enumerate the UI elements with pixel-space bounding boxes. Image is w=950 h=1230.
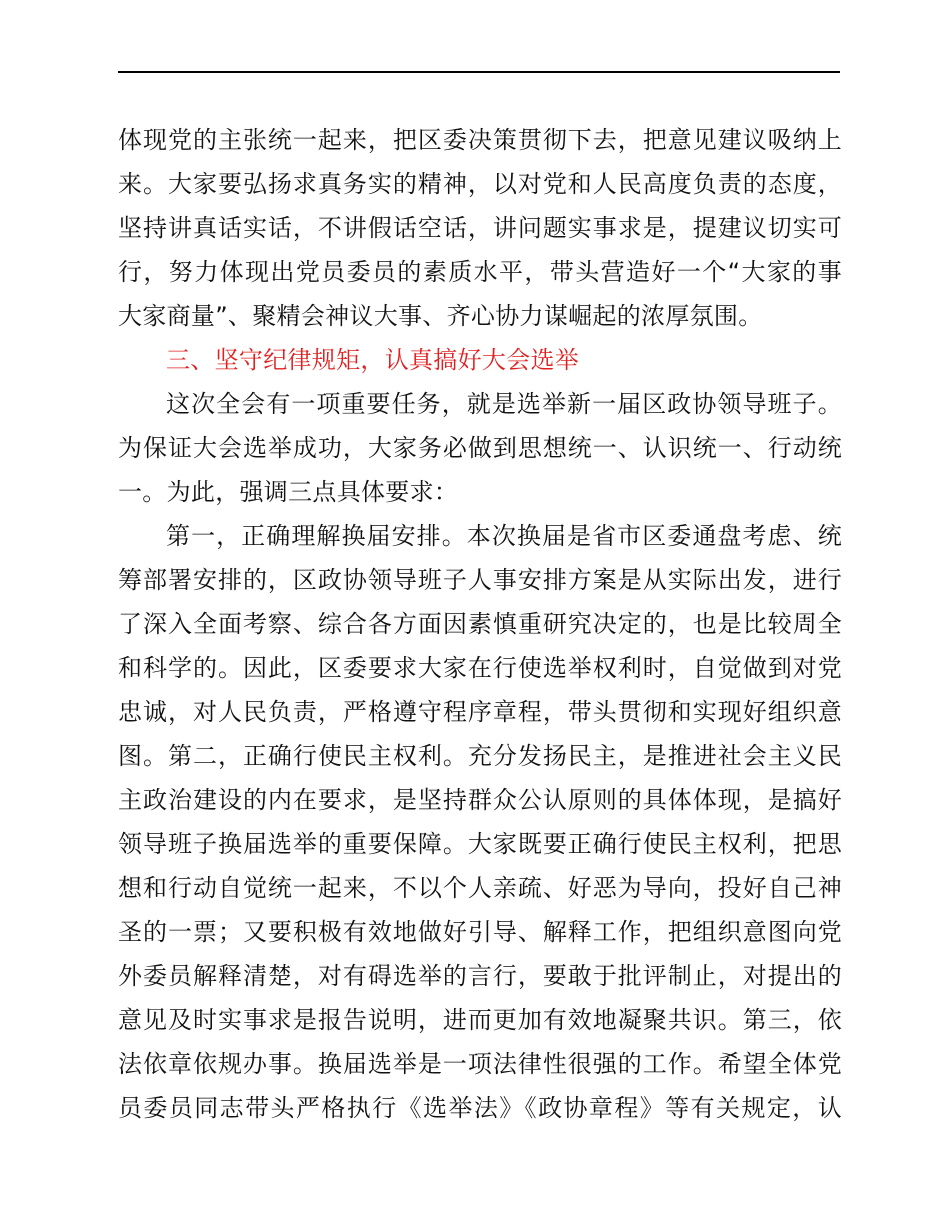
body-line: 大家商量”、聚精会神议大事、齐心协力谋崛起的浓厚氛围。 xyxy=(118,302,763,330)
body-line: 了深入全面考察、综合各方面因素慎重研究决定的，也是比较周全 xyxy=(118,610,842,638)
document-body xyxy=(118,118,842,1130)
body-line: 员委员同志带头严格执行《选举法》《政协章程》等有关规定，认 xyxy=(118,1094,842,1122)
body-line: 第一，正确理解换届安排。本次换届是省市区委通盘考虑、统 xyxy=(166,522,842,550)
body-line: 体现党的主张统一起来，把区委决策贯彻下去，把意见建议吸纳上 xyxy=(118,126,842,154)
body-line: 图。第二，正确行使民主权利。充分发扬民主，是推进社会主义民 xyxy=(118,742,842,770)
body-line: 为保证大会选举成功，大家务必做到思想统一、认识统一、行动统 xyxy=(118,434,842,462)
body-line: 筹部署安排的，区政协领导班子人事安排方案是从实际出发，进行 xyxy=(118,566,842,594)
body-line: 法依章依规办事。换届选举是一项法律性很强的工作。希望全体党 xyxy=(118,1050,842,1078)
body-line: 领导班子换届选举的重要保障。大家既要正确行使民主权利，把思 xyxy=(118,830,842,858)
header-rule xyxy=(118,71,840,73)
body-line: 这次全会有一项重要任务，就是选举新一届区政协领导班子。 xyxy=(166,390,842,418)
body-line: 外委员解释清楚，对有碍选举的言行，要敢于批评制止，对提出的 xyxy=(118,962,842,990)
body-line: 意见及时实事求是报告说明，进而更加有效地凝聚共识。第三，依 xyxy=(118,1006,842,1034)
body-line: 坚持讲真话实话，不讲假话空话，讲问题实事求是，提建议切实可 xyxy=(118,214,842,242)
section-heading: 三、坚守纪律规矩，认真搞好大会选举 xyxy=(166,346,580,374)
body-line: 和科学的。因此，区委要求大家在行使选举权利时，自觉做到对党 xyxy=(118,654,842,682)
body-line: 一。为此，强调三点具体要求： xyxy=(118,478,459,506)
body-line: 行，努力体现出党员委员的素质水平，带头营造好一个“大家的事 xyxy=(118,258,842,286)
body-line: 忠诚，对人民负责，严格遵守程序章程，带头贯彻和实现好组织意 xyxy=(118,698,842,726)
body-line: 想和行动自觉统一起来，不以个人亲疏、好恶为导向，投好自己神 xyxy=(118,874,842,902)
body-line: 圣的一票；又要积极有效地做好引导、解释工作，把组织意图向党 xyxy=(118,918,842,946)
body-line: 主政治建设的内在要求，是坚持群众公认原则的具体体现，是搞好 xyxy=(118,786,842,814)
body-line: 来。大家要弘扬求真务实的精神，以对党和人民高度负责的态度， xyxy=(118,170,842,198)
